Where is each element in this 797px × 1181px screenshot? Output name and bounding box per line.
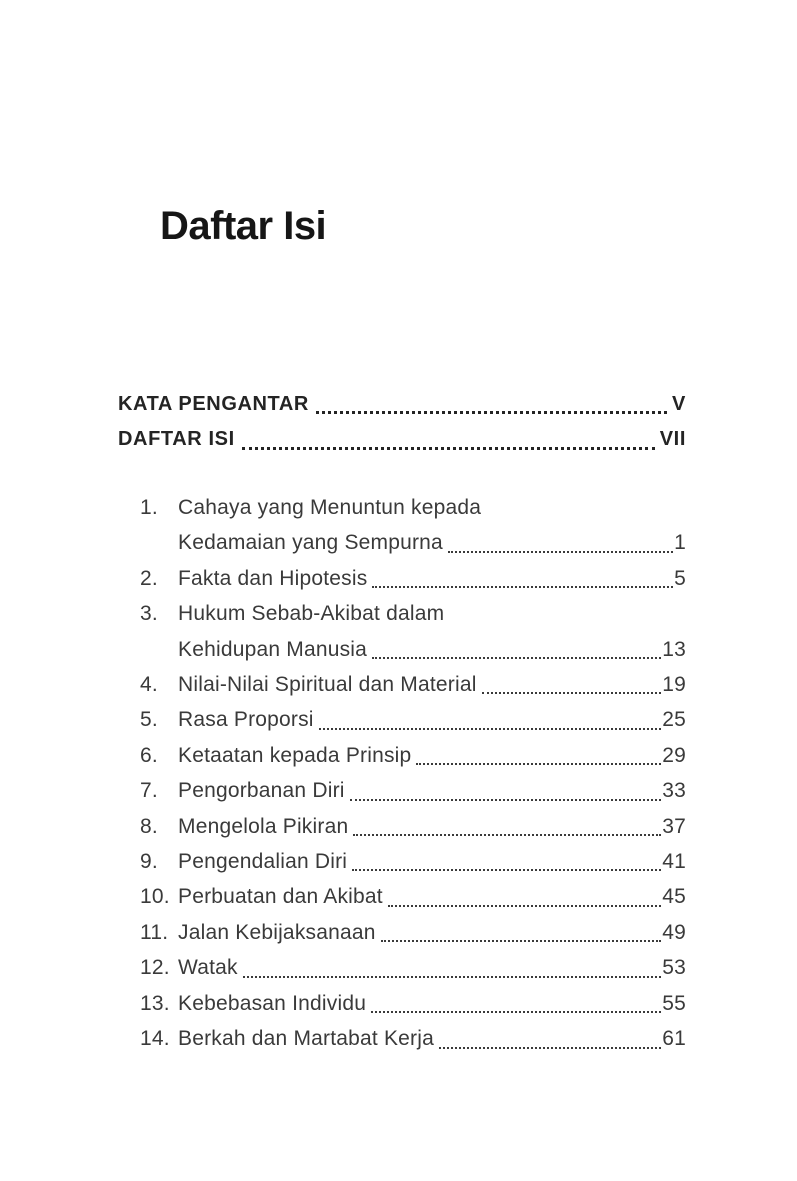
toc-item: [140, 490, 686, 561]
toc-item-lastline: [178, 1021, 686, 1056]
toc-item-lastline: [178, 738, 686, 773]
toc-item-number: 10.: [140, 885, 170, 909]
toc-item-text: Berkah dan Martabat Kerja: [178, 1027, 434, 1051]
frontmatter-row: [118, 422, 686, 457]
toc-item: [140, 596, 686, 667]
toc-item-body: [178, 561, 686, 596]
toc-item-number: 13.: [140, 991, 170, 1015]
toc-item-number: 9.: [140, 850, 158, 874]
toc-item-lastline: [178, 844, 686, 879]
toc-item-line: Hukum Sebab-Akibat dalam: [178, 602, 445, 626]
dot-leader: [372, 586, 673, 588]
toc-item-number: 6.: [140, 743, 158, 767]
toc-item: [140, 702, 686, 737]
toc-item-lastline: [178, 525, 686, 560]
toc-item-text: Kedamaian yang Sempurna: [178, 531, 443, 555]
dot-leader: [482, 692, 662, 694]
toc-item: [140, 986, 686, 1021]
toc-item: [140, 773, 686, 808]
toc-item-text: Perbuatan dan Akibat: [178, 885, 383, 909]
toc-item-text: Kebebasan Individu: [178, 991, 367, 1015]
toc-item-page: 19: [662, 673, 686, 697]
toc-item-body: [178, 879, 686, 914]
toc-item-lastline: [178, 632, 686, 667]
toc-item-number: 5.: [140, 708, 158, 732]
toc-item-line: Cahaya yang Menuntun kepada: [178, 496, 482, 519]
toc-item-body: [178, 986, 686, 1021]
dot-leader: [352, 869, 661, 871]
toc-item-page: 41: [662, 850, 686, 874]
frontmatter-list: [118, 387, 686, 458]
toc-item-body: [178, 738, 686, 773]
toc-item-page: 49: [662, 920, 686, 944]
toc-item-body: [178, 667, 686, 702]
toc-item-page: 25: [662, 708, 686, 732]
toc-item-number: 14.: [140, 1027, 170, 1051]
toc-item-lastline: [178, 667, 686, 702]
toc-item-body: [178, 596, 686, 667]
toc-item-text: Rasa Proporsi: [178, 708, 314, 732]
toc-item-text: Pengorbanan Diri: [178, 779, 345, 803]
toc-item-page: 53: [662, 956, 686, 980]
toc-item-page: 55: [662, 991, 686, 1015]
dot-leader: [381, 940, 662, 942]
dot-leader: [372, 657, 661, 659]
toc-item-page: 1: [674, 531, 686, 555]
toc-item-number: 2.: [140, 566, 158, 590]
toc-item-text: Mengelola Pikiran: [178, 814, 349, 838]
toc-item-lastline: [178, 950, 686, 985]
toc-item-page: 33: [662, 779, 686, 803]
toc-item: [140, 844, 686, 879]
toc-item-body: [178, 702, 686, 737]
toc-item: [140, 950, 686, 985]
toc-item-text: Nilai-Nilai Spiritual dan Material: [178, 673, 477, 697]
toc-item-lastline: [178, 561, 686, 596]
toc-item-text: Fakta dan Hipotesis: [178, 566, 368, 590]
toc-item-body: [178, 844, 686, 879]
toc-item-page: 5: [674, 566, 686, 590]
toc-item-number: 3.: [140, 602, 158, 626]
dot-leader: [243, 976, 662, 978]
toc-item-body: [178, 809, 686, 844]
toc-item-number: 7.: [140, 779, 158, 803]
toc-item-number: 1.: [140, 496, 158, 519]
dot-leader: [350, 799, 662, 801]
toc-item-number: 11.: [140, 920, 169, 944]
toc-item-text: Watak: [178, 956, 238, 980]
toc-list: [140, 490, 686, 1057]
toc-item-body: [178, 950, 686, 985]
toc-item-lastline: [178, 915, 686, 950]
toc-item-lastline: [178, 702, 686, 737]
toc-item-body: [178, 773, 686, 808]
frontmatter-page: VII: [659, 428, 686, 451]
frontmatter-page: V: [672, 393, 686, 415]
toc-item-page: 45: [662, 885, 686, 909]
dot-leader: [316, 411, 667, 414]
toc-item-body: [178, 490, 686, 561]
toc-item-page: 61: [662, 1027, 686, 1051]
toc-item-page: 13: [662, 637, 686, 661]
dot-leader: [448, 551, 673, 553]
toc-item: [140, 667, 686, 702]
toc-item-lastline: [178, 809, 686, 844]
dot-leader: [388, 905, 661, 907]
toc-item-number: 12.: [140, 956, 170, 980]
toc-item-number: 8.: [140, 814, 158, 838]
toc-item-lastline: [178, 879, 686, 914]
dot-leader: [319, 728, 662, 730]
toc-item-page: 29: [662, 743, 686, 767]
toc-item-text: Kehidupan Manusia: [178, 637, 368, 661]
dot-leader: [439, 1047, 661, 1049]
toc-item-text: Ketaatan kepada Prinsip: [178, 743, 412, 767]
toc-item: [140, 1021, 686, 1056]
frontmatter-label: KATA PENGANTAR: [118, 393, 309, 415]
dot-leader: [416, 763, 661, 765]
toc-item-lastline: [178, 773, 686, 808]
toc-item: [140, 879, 686, 914]
page-title: Daftar Isi: [160, 204, 327, 248]
dot-leader: [353, 834, 661, 836]
toc-item-text: Pengendalian Diri: [178, 850, 348, 874]
dot-leader: [371, 1011, 661, 1013]
toc-item-body: [178, 1021, 686, 1056]
toc-item: [140, 809, 686, 844]
toc-item-page: 37: [662, 814, 686, 838]
frontmatter-row: [118, 387, 686, 422]
toc-item-text: Jalan Kebijaksanaan: [178, 920, 376, 944]
frontmatter-label: DAFTAR ISI: [118, 428, 235, 451]
toc-item-number: 4.: [140, 673, 158, 697]
toc-item: [140, 915, 686, 950]
toc-item-lastline: [178, 986, 686, 1021]
dot-leader: [242, 447, 655, 450]
toc-item: [140, 561, 686, 596]
toc-item: [140, 738, 686, 773]
toc-item-body: [178, 915, 686, 950]
